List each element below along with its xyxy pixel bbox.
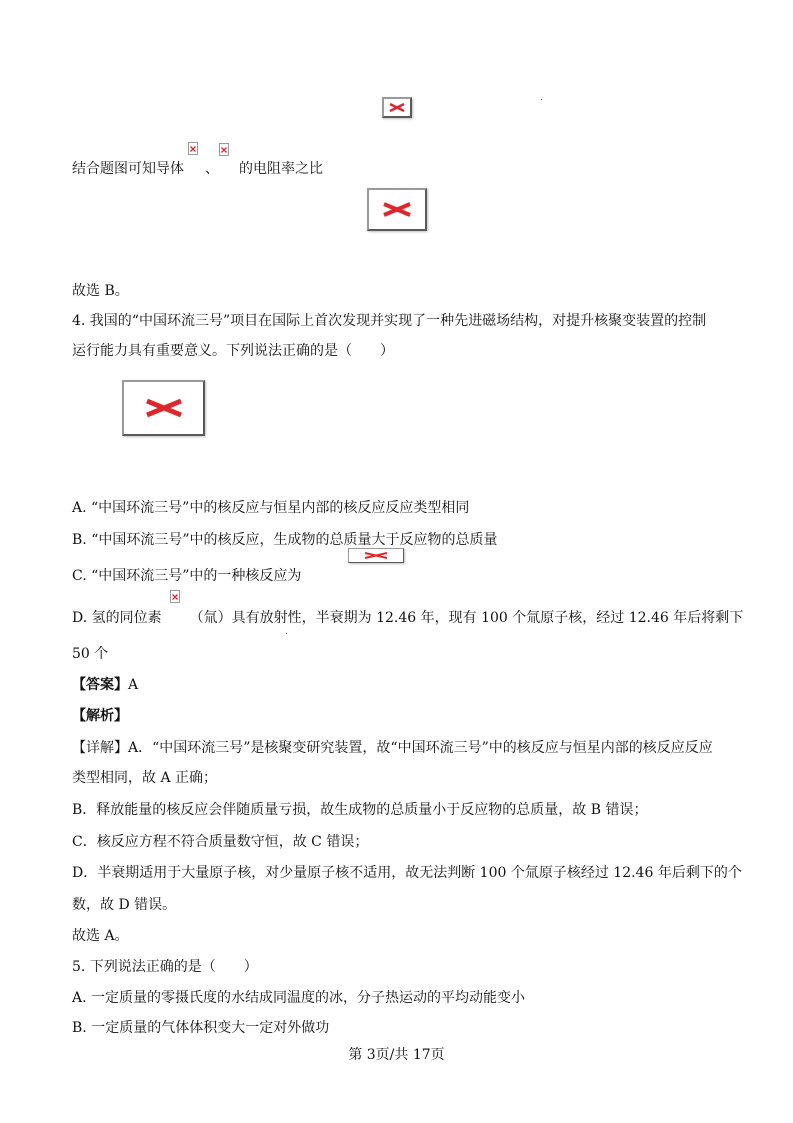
- answer-value: A: [128, 677, 139, 693]
- stray-dot: [541, 99, 542, 100]
- q4-stem-line-1: 4. 我国的“中国环流三号”项目在国际上首次发现并实现了一种先进磁场结构，对提升核聚变装置的控制: [72, 313, 707, 329]
- detail-b: B．释放能量的核反应会伴随质量亏损，故生成物的总质量小于反应物的总质量，故 B 错误；: [72, 802, 648, 818]
- q4-option-d-part-2: （氚）具有放射性，半衰期为 12.46 年，现有 100 个氚原子核，经过 12.46 年后将剩下: [189, 610, 744, 626]
- detail-label: 【详解】: [72, 740, 128, 756]
- answer-label: 【答案】: [72, 677, 128, 693]
- detail-a-line-2: 类型相同，故 A 正确；: [72, 770, 218, 786]
- broken-image-symbol-1: [188, 142, 198, 155]
- analysis-label: 【解析】: [72, 708, 128, 724]
- resistivity-line: [72, 159, 323, 179]
- broken-image-icon: [221, 147, 227, 153]
- broken-image-icon: [172, 594, 178, 600]
- q4-option-b: B. “中国环流三号”中的核反应，生成物的总质量大于反应物的总质量: [72, 532, 498, 548]
- q4-stem-line-2: 运行能力具有重要意义。下列说法正确的是（ ）: [72, 343, 394, 359]
- broken-image-icon: [190, 146, 196, 152]
- broken-image-formula-2: [367, 188, 427, 231]
- q4-option-a: A. “中国环流三号”中的核反应与恒星内部的核反应反应类型相同: [72, 500, 470, 516]
- answer-line: [72, 675, 138, 695]
- resistivity-intro: 结合题图可知导体: [72, 161, 184, 177]
- broken-image-symbol-2: [219, 143, 229, 156]
- broken-image-figure: [122, 380, 205, 436]
- answer-previous: 故选 B。: [72, 283, 129, 299]
- detail-c: C．核反应方程不符合质量数守恒，故 C 错误；: [72, 834, 369, 850]
- q4-option-d-line-2: 50 个: [72, 646, 109, 662]
- broken-image-isotope: [170, 590, 180, 603]
- detail-a-text: A．“中国环流三号”是核聚变研究装置，故“中国环流三号”中的核反应与恒星内部的核反应反应: [128, 740, 713, 756]
- q5-option-b: B. 一定质量的气体体积变大一定对外做功: [72, 1020, 330, 1036]
- detail-a-line-1: [72, 738, 713, 758]
- q4-option-c: C. “中国环流三号”中的一种核反应为: [72, 568, 302, 584]
- broken-image-formula-1: [382, 97, 412, 118]
- detail-d-line-1: D．半衰期适用于大量原子核，对少量原子核不适用，故无法判断 100 个氚原子核经过 12.46 年后剩下的个: [72, 865, 742, 881]
- detail-d-line-2: 数，故 D 错误。: [72, 897, 177, 913]
- resistivity-separator: 、: [205, 161, 219, 177]
- q5-option-a: A. 一定质量的零摄氏度的水结成同温度的冰，分子热运动的平均动能变小: [72, 990, 526, 1006]
- q4-option-d-part-1: D. 氢的同位素: [72, 610, 162, 626]
- broken-image-icon: [389, 103, 405, 112]
- q5-stem: 5. 下列说法正确的是（ ）: [72, 959, 258, 975]
- answer-q4: 故选 A。: [72, 928, 129, 944]
- broken-image-equation: [348, 548, 404, 563]
- broken-image-icon: [363, 552, 389, 559]
- q4-option-d-line-1: [72, 608, 743, 628]
- broken-image-icon: [144, 398, 184, 418]
- broken-image-icon: [382, 202, 412, 217]
- page-footer: 第 3页/共 17页: [348, 1047, 445, 1063]
- resistivity-tail: 的电阻率之比: [239, 161, 323, 177]
- stray-dot-2: [286, 633, 287, 634]
